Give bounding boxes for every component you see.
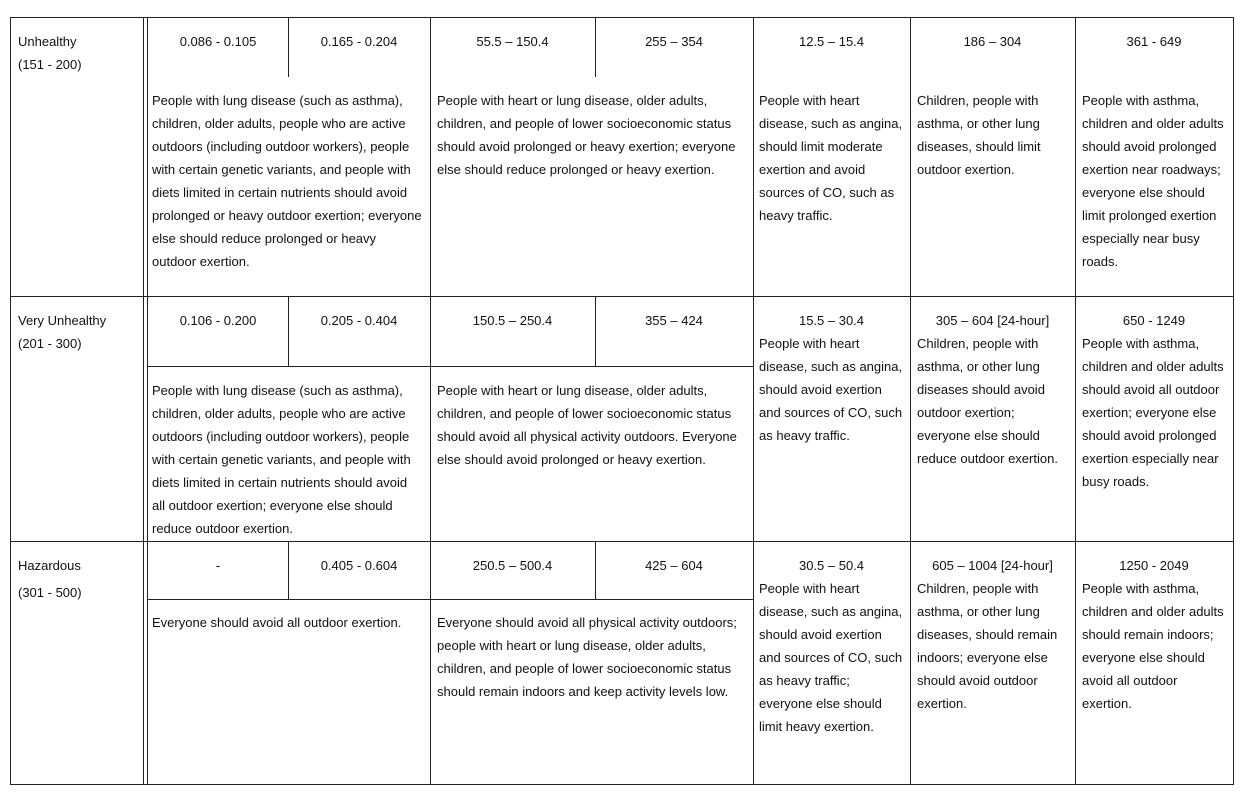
so2-advice: Children, people with asthma, or other lung diseases, should limit outdoor exertion. [917, 93, 1041, 177]
ozone-1hr-value: 0.205 - 0.404 [320, 313, 398, 328]
value-row-bottom [148, 366, 753, 367]
co-value: 30.5 – 50.4 [798, 558, 865, 573]
ozone-advice: People with lung disease (such as asthma), children, older adults, people who are active outdoors (including outdoor workers), people with certain genetic variants, and people with diets limited in certain nutrients should avoid prolonged or heavy outdoor exertion; everyone else should reduce prolonged or heavy outdoor exertion. [152, 93, 422, 269]
table-border-bottom [10, 784, 1234, 785]
no2-advice: People with asthma, children and older adults should avoid prolonged exertion near roadways; everyone else should limit prolonged exertion especially near busy roads. [1082, 93, 1224, 269]
co-advice: People with heart disease, such as angina, should limit moderate exertion and avoid sources of CO, such as heavy traffic. [759, 93, 903, 223]
aqi-category: Very Unhealthy [18, 313, 107, 328]
pm25-value: 55.5 – 150.4 [476, 34, 549, 49]
table-border-right [1233, 17, 1234, 785]
row-divider [10, 296, 1233, 297]
no2-advice: People with asthma, children and older adults should remain indoors; everyone else should avoid all outdoor exertion. [1082, 581, 1224, 711]
so2-value: 605 – 1004 [24-hour] [932, 558, 1053, 573]
so2-value: 186 – 304 [963, 34, 1022, 49]
pm25-value: 250.5 – 500.4 [472, 558, 553, 573]
table-border-left [10, 17, 11, 784]
so2-advice: Children, people with asthma, or other lung diseases should avoid outdoor exertion; everyone else should reduce outdoor exertion. [917, 336, 1058, 466]
no2-value: 650 - 1249 [1122, 313, 1186, 328]
pm10-value: 355 – 424 [645, 313, 703, 328]
row-divider [10, 541, 1233, 542]
ozone-8hr-value: 0.106 - 0.200 [179, 313, 257, 328]
pm-advice: Everyone should avoid all physical activity outdoors; people with heart or lung disease, older adults, children, and people of lower socioeconomic status should remain indoors and keep activity levels low. [437, 615, 737, 699]
ozone-1hr-value: 0.405 - 0.604 [320, 558, 398, 573]
pm10-value: 255 – 354 [645, 34, 703, 49]
ozone-advice: People with lung disease (such as asthma), children, older adults, people who are active outdoors (including outdoor workers), people with certain genetic variants, and people with diets limited in certain nutrients should avoid all outdoor exertion; everyone else should reduce outdoor exertion. [152, 383, 411, 536]
no2-value: 361 - 649 [1126, 34, 1182, 49]
ozone-advice: Everyone should avoid all outdoor exertion. [152, 615, 402, 630]
no2-advice: People with asthma, children and older adults should avoid all outdoor exertion; everyone else should avoid prolonged exertion especially near busy roads. [1082, 336, 1224, 489]
column-divider [753, 17, 754, 784]
pm25-value: 150.5 – 250.4 [472, 313, 553, 328]
value-row-bottom [148, 599, 753, 600]
ozone-8hr-value: 0.086 - 0.105 [179, 34, 257, 49]
category-divider-inner [147, 17, 148, 784]
column-divider [430, 17, 431, 784]
pm-advice: People with heart or lung disease, older adults, children, and people of lower socioeconomic status should avoid prolonged or heavy exertion; everyone else should reduce prolonged or heavy exertion. [437, 93, 736, 177]
co-value: 12.5 – 15.4 [798, 34, 865, 49]
aqi-category: Hazardous [18, 558, 81, 573]
co-advice: People with heart disease, such as angina, should avoid exertion and sources of CO, such as heavy traffic. [759, 336, 903, 443]
co-advice: People with heart disease, such as angina, should avoid exertion and sources of CO, such as heavy traffic; everyone else should limit heavy exertion. [759, 581, 903, 734]
aqi-category: Unhealthy [18, 34, 77, 49]
so2-value: 305 – 604 [24-hour] [935, 313, 1050, 328]
so2-advice: Children, people with asthma, or other lung diseases, should remain indoors; everyone else should avoid outdoor exertion. [917, 581, 1058, 711]
ozone-8hr-value: - [215, 558, 221, 573]
aqi-range: (151 - 200) [18, 57, 82, 72]
table-border-top [10, 17, 1233, 18]
no2-value: 1250 - 2049 [1119, 558, 1189, 573]
category-divider [143, 17, 144, 784]
aqi-range: (201 - 300) [18, 336, 82, 351]
pm10-value: 425 – 604 [645, 558, 703, 573]
column-divider [910, 17, 911, 784]
pm-advice: People with heart or lung disease, older adults, children, and people of lower socioeconomic status should avoid all physical activity outdoors. Everyone else should avoid prolonged or heavy exertion. [437, 383, 737, 467]
ozone-1hr-value: 0.165 - 0.204 [320, 34, 398, 49]
aqi-range: (301 - 500) [18, 585, 82, 600]
co-value: 15.5 – 30.4 [798, 313, 865, 328]
column-divider [1075, 17, 1076, 784]
